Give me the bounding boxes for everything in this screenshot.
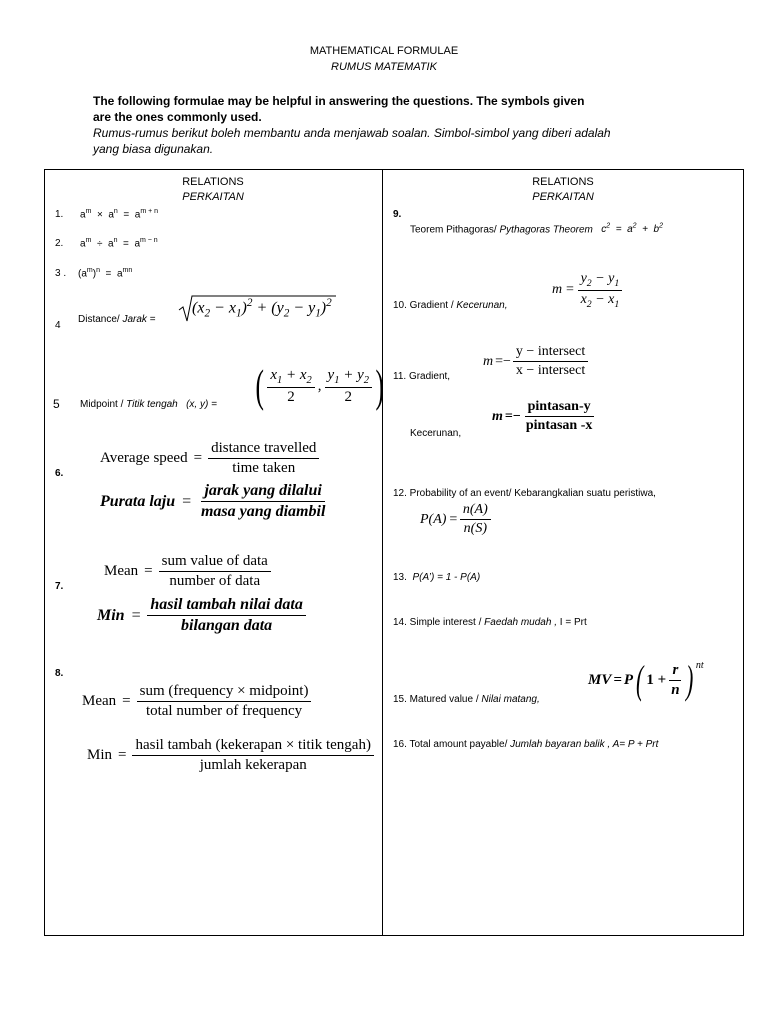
- formula-12-label: 12. Probability of an event/ Kebarangkalian suatu peristiwa,: [393, 488, 656, 499]
- formula-8-number: 8.: [55, 668, 64, 679]
- bilangan-data: bilangan data: [181, 617, 273, 634]
- kecerunan-formula: m =− $\frac{\text{pintasan-y}}{\text{pintasan -x}}$: [492, 399, 595, 434]
- left-heading: RELATIONS: [182, 176, 244, 188]
- intro-english-line-1: The following formulae may be helpful in answering the questions. The symbols given: [93, 94, 585, 108]
- intro-english-line-2: are the ones commonly used.: [93, 110, 262, 124]
- hasil-tambah-nilai-data: hasil tambah nilai data: [147, 596, 305, 616]
- total-number-of-frequency: total number of frequency: [145, 703, 303, 719]
- average-speed-label: Average speed: [100, 450, 188, 466]
- formula-11-label: 11. Gradient,: [393, 371, 451, 382]
- masa-diambil: masa yang diambil: [200, 503, 326, 520]
- formula-3-number: 3 .: [55, 268, 67, 279]
- jumlah-kekerapan: jumlah kekerapan: [199, 757, 307, 773]
- sum-frequency-midpoint: sum (frequency × midpoint): [137, 683, 312, 702]
- mean-frequency-label: Mean: [82, 693, 117, 709]
- formula-9-number: 9.: [393, 209, 402, 220]
- jarak-dilalui: jarak yang dilalui: [201, 482, 324, 502]
- min-kekerapan-label: Min: [87, 747, 113, 763]
- formula-10-label: 10. Gradient / Kecerunan,: [393, 300, 508, 311]
- right-heading-malay: PERKAITAN: [532, 191, 594, 203]
- formula-14: 14. Simple interest / Faedah mudah , I = Prt: [393, 617, 587, 628]
- formula-13: 13. P(A’) = 1 - P(A): [393, 572, 481, 583]
- formula-2: $a^m \div a^n = a^{m - n}$: [80, 237, 158, 250]
- formula-15-label: 15. Matured value / Nilai matang,: [393, 694, 540, 705]
- formula-16: 16. Total amount payable/ Jumlah bayaran balik , A= P + Prt: [393, 739, 659, 750]
- purata-laju-label: Purata laju: [100, 492, 176, 510]
- page-title: MATHEMATICAL FORMULAE: [309, 45, 459, 57]
- time-taken: time taken: [232, 460, 296, 476]
- gradient-intersect-formula: m =− $\frac{\text{y − intersect}}{\text{x − intersect}}$: [483, 344, 588, 379]
- formula-4-number: 4: [55, 320, 61, 331]
- formula-7-number: 7.: [55, 581, 64, 592]
- formula-11-label-malay: Kecerunan,: [410, 428, 462, 439]
- midpoint-formula: ( $\frac{x_1 + x_2}{2}$ , $\frac{y_1 + y_2}{2}$ ): [255, 360, 384, 411]
- pintasan-x: pintasan -x: [525, 418, 593, 433]
- y-intersect: y − intersect: [513, 344, 588, 362]
- formula-3: $(a^m)^n = a^{mn}$: [78, 267, 133, 280]
- average-speed-formula: Average speed = $\frac{\text{distance travelled}}{\text{time taken}}$: [100, 440, 319, 477]
- formula-6-number: 6.: [55, 468, 64, 479]
- probability-formula: P(A) = $\frac{n(A)}{n(S)}$: [420, 502, 491, 537]
- gradient-formula: m = $\frac{y_2 - y_1}{x_2 - x_1}$: [552, 271, 622, 310]
- column-divider: [382, 169, 383, 936]
- formula-5-label: Midpoint / Titik tengah (x, y) =: [80, 399, 217, 410]
- formula-9: Teorem Pithagoras/ Pythagoras Theorem $c^2 = a^2 + b^2$: [410, 223, 663, 236]
- pintasan-y: pintasan-y: [525, 399, 594, 417]
- intro-malay-line-2: yang biasa digunakan.: [93, 142, 214, 156]
- mean-label: Mean: [104, 563, 139, 579]
- number-of-data: number of data: [169, 573, 261, 589]
- matured-value-formula: MV = P ( 1 + $\frac{r}{n}$ ) nt: [588, 657, 704, 702]
- formula-2-number: 2.: [55, 238, 64, 249]
- mean-formula: Mean = $\frac{\text{sum value of data}}{\text{number of data}}$: [104, 553, 271, 590]
- hasil-tambah-kekerapan: hasil tambah (kekerapan × titik tengah): [132, 737, 373, 756]
- intro-malay-line-1: Rumus-rumus berikut boleh membantu anda menjawab soalan. Simbol-simbol yang diberi adalah: [93, 126, 611, 140]
- sum-value-of-data: sum value of data: [159, 553, 271, 572]
- left-heading-malay: PERKAITAN: [182, 191, 244, 203]
- distance-travelled: distance travelled: [208, 440, 319, 459]
- purata-laju-formula: Purata laju = $\frac{\text{jarak yang dilalui}}{\text{masa yang diambil}}$: [100, 482, 328, 521]
- min-formula: Min = $\frac{\text{hasil tambah nilai data}}{\text{bilangan data}}$: [97, 596, 306, 635]
- mean-frequency-formula: Mean = $\frac{\text{sum (frequency × midpoint)}}{\text{total number of frequency}}$: [82, 683, 311, 720]
- formula-5-number: 5: [53, 397, 60, 411]
- min-label: Min: [97, 606, 125, 624]
- x-intersect: x − intersect: [515, 363, 586, 378]
- formula-4-label: Distance/ Jarak =: [78, 314, 156, 325]
- min-kekerapan-formula: Min = $\frac{\text{hasil tambah (kekerapan × titik tengah)}}{\text{jumlah kekerapan}}$: [87, 737, 374, 774]
- right-heading: RELATIONS: [532, 176, 594, 188]
- formula-1: $a^m \times a^n = a^{m + n}$: [80, 208, 159, 221]
- formula-1-number: 1.: [55, 209, 64, 220]
- page-title-malay: RUMUS MATEMATIK: [331, 61, 437, 73]
